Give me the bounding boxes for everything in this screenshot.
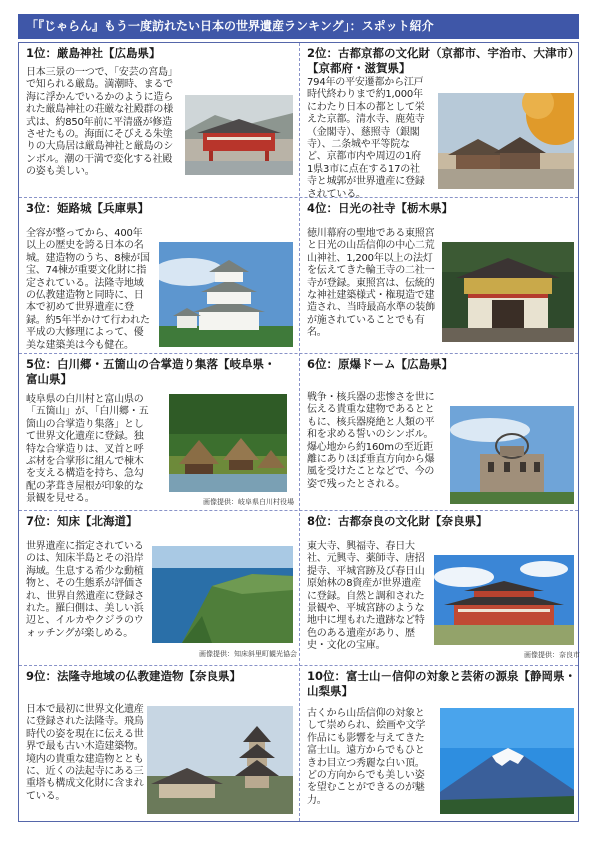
spot-3 [19,198,299,353]
spot-4 [300,198,580,353]
spot-10 [300,666,580,821]
spot-title: 6位：原爆ドーム【広島県】 [307,357,454,371]
spot-description: 徳川幕府の聖地である東照宮と日光の山岳信仰の中心二荒山神社、1,200年以上の法灯を伝えてきた輪王寺の二社一寺が登録。東照宮は、伝統的な神社建築様式・権現造で建造され、当時最高水準の装飾が施されていることでも有名。 [307,228,435,339]
spot-description: 古くから山岳信仰の対象として崇められ、絵画や文学作品にも影響を与えてきた富士山。遠方からでもひときわ目立つ秀麗な白い頂。どの方向からでも美しい姿を望むことができるのが魅力。 [307,708,426,806]
spot-description: 東大寺、興福寺、春日大社、元興寺、薬師寺、唐招提寺、平城宮跡及び春日山原始林の8資産が世界遺産に登録。自然と調和された景観や、平城宮跡のような地中に埋もれた遺跡など特色のある遺産があり、歴史・文化の宝庫。 [307,541,425,652]
spot-grid [18,42,579,822]
horyuji-temple-photo [147,706,293,814]
shiretoko-coast-photo [152,546,293,643]
spot-title: 1位：厳島神社【広島県】 [26,46,161,60]
nara-heijo-palace-photo [434,555,574,645]
spot-title: 10位：富士山－信仰の対象と芸術の源泉【静岡県・山梨県】 [307,669,577,698]
atomic-bomb-dome-photo [450,406,574,504]
spot-title: 8位：古都奈良の文化財【奈良県】 [307,514,488,528]
spot-6 [300,354,580,510]
spot-description: 戦争・核兵器の悲惨さを世に伝える貴重な建物であるとともに、核兵器廃絶と人類の平和を求める誓いのシンボル。爆心地から約160mの至近距離にありほぼ垂直方向から爆風を受けたことなどで、今の姿で残ったとされる。 [307,392,435,490]
spot-8 [300,511,580,665]
spot-description: 794年の平安遷都から江戸時代終わりまで約1,000年にわたり日本の都として栄えた京都。清水寺、鹿苑寺（金閣寺）、慈照寺（銀閣寺）、二条城や平等院など、京都市内や周辺の1府1県3市に点在する17の社寺と城郭が世界遺産に登録されている。 [307,77,425,200]
photo-credit: 画像提供：奈良市 [524,651,580,659]
spot-5 [19,354,299,510]
spot-description: 全容が整ってから、400年以上の歴史を誇る日本の名城。建造物のうち、8棟が国宝、74棟が重要文化財に指定されている。法隆寺地域の仏教建造物と同時に、日本で初めて世界遺産に登録。約5年半かけて行われた平成の大修理によって、優美な建築美は今も健在。 [26,228,150,351]
spot-title: 7位：知床【北海道】 [26,514,138,528]
kyoto-temple-photo [438,93,574,189]
spot-title: 2位：古都京都の文化財（京都市、宇治市、大津市）【京都府・滋賀県】 [307,46,574,75]
himeji-castle-photo [159,242,293,347]
spot-description: 日本で最初に世界文化遺産に登録された法隆寺。飛鳥時代の姿を現在に伝える世界で最も古い木造建築物。境内の貴重な建造物とともに、近くの法起寺にある三重塔も構成文化財に含まれている。 [26,704,144,802]
spot-description: 岐阜県の白川村と富山県の「五箇山」が、「白川郷・五箇山の合掌造り集落」として世界文化遺産に登録。独特な合掌造りは、叉首と呼ぶ材を合掌形に組んで棟木を支える構造を持ち、急勾配の茅葺き屋根が印象的な景観を見せる。 [26,394,149,505]
spot-title: 3位：姫路城【兵庫県】 [26,201,150,215]
shirakawago-photo [169,394,287,492]
photo-credit: 画像提供：知床斜里町観光協会 [199,650,297,658]
spot-7 [19,511,299,665]
spot-1 [19,43,299,197]
mount-fuji-photo [440,708,574,814]
spot-description: 世界遺産に指定されているのは、知床半島とその沿岸海域。生息する希少な動植物と、その生態系が評価され、世界自然遺産に登録された。羅臼側は、美しい浜辺と、イルカやクジラのウォッチングが楽しめる。 [26,541,145,639]
photo-credit: 画像提供：岐阜県白川村役場 [203,498,294,506]
itsukushima-shrine-photo [185,95,293,175]
page-header: 「『じゃらん』もう一度訪れたい日本の世界遺産ランキング」：スポット紹介 [18,14,579,39]
spot-2 [300,43,580,200]
spot-9 [19,666,299,821]
spot-title: 5位：白川郷・五箇山の合掌造り集落【岐阜県・富山県】 [26,357,276,386]
spot-title: 9位：法隆寺地域の仏教建造物【奈良県】 [26,669,241,683]
nikko-toshogu-photo [442,242,574,342]
spot-description: 日本三景の一つで、「安芸の宮島」で知られる厳島。満潮時、まるで海に浮かんでいるかのように造られた厳島神社の荘厳な社殿群の様式は、約850年前に平清盛が修造させたもの。海面にそびえる朱塗りの大鳥居は厳島神社と厳島のシンボル。潮の干満で変化する社殿の姿も美しい。 [26,67,178,178]
spot-title: 4位：日光の社寺【栃木県】 [307,201,454,215]
